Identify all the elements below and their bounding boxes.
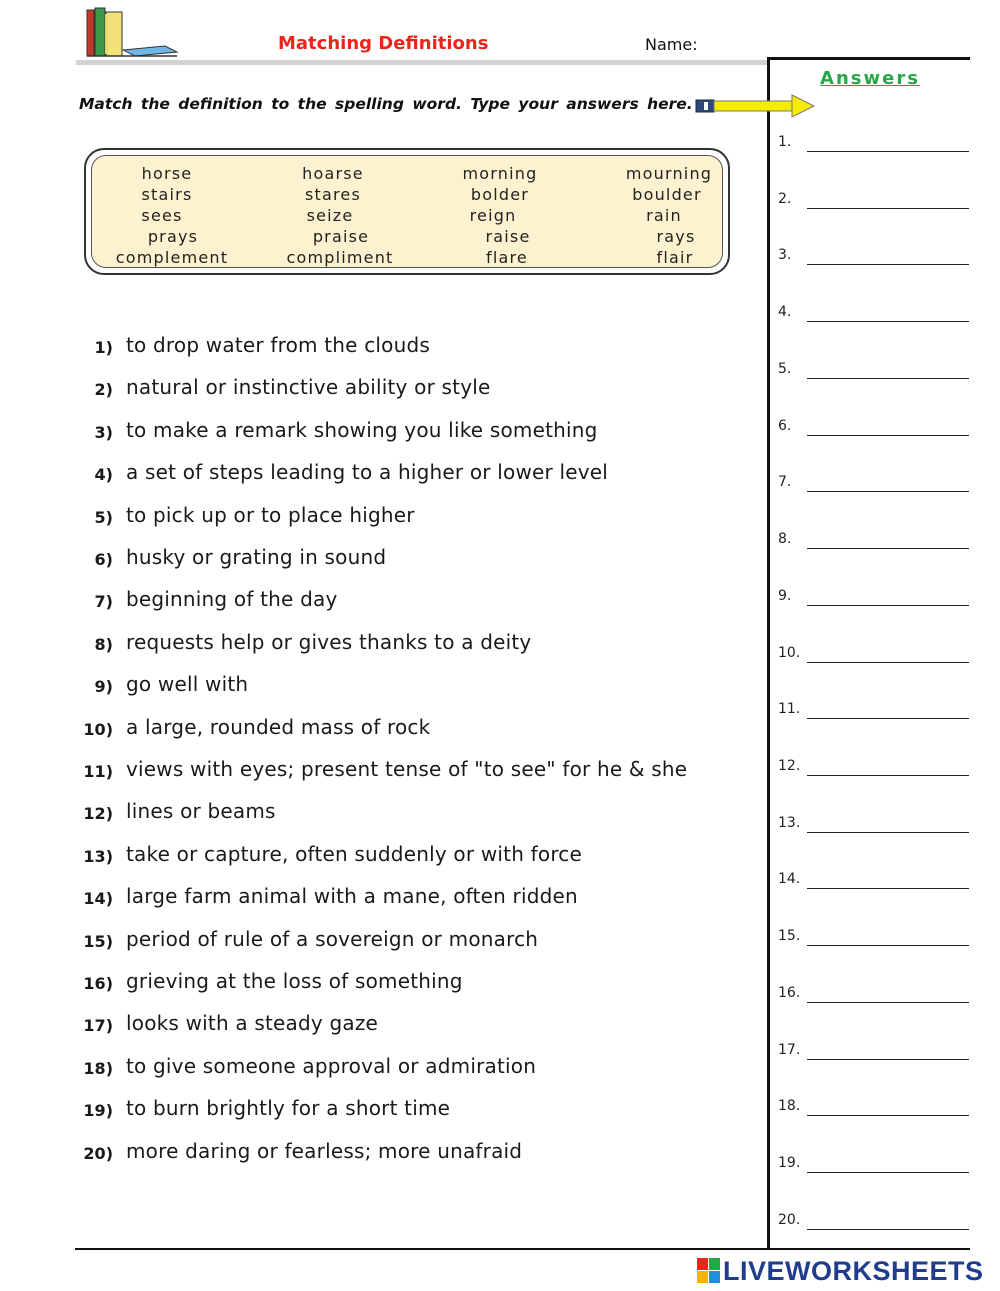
answer-input-17[interactable] xyxy=(807,1038,969,1060)
answer-row-12 xyxy=(778,754,970,778)
liveworksheets-logo-icon xyxy=(697,1258,721,1284)
definition-number: 12) xyxy=(83,804,113,824)
word-bank-word: rays xyxy=(656,227,696,246)
answer-input-3[interactable] xyxy=(807,243,969,265)
definition-text: to drop water from the clouds xyxy=(126,333,431,357)
answer-number: 9. xyxy=(778,588,792,604)
word-bank-word: rain xyxy=(646,206,682,225)
definition-number: 20) xyxy=(83,1143,113,1163)
answer-number: 10. xyxy=(778,645,801,661)
answer-number: 2. xyxy=(778,191,792,207)
word-bank-word: prays xyxy=(147,227,199,246)
answer-input-11[interactable] xyxy=(807,697,969,719)
definition-number: 1) xyxy=(94,338,113,357)
definition-number: 10) xyxy=(83,719,113,739)
word-bank-word: reign xyxy=(469,206,517,225)
answer-input-18[interactable] xyxy=(807,1094,969,1116)
answer-row-18 xyxy=(778,1094,970,1118)
answer-input-10[interactable] xyxy=(807,641,969,663)
answer-number: 17. xyxy=(778,1042,801,1058)
answer-number: 18. xyxy=(778,1098,801,1114)
answer-number: 3. xyxy=(778,247,792,263)
answer-input-12[interactable] xyxy=(807,754,969,776)
definition-text: a set of steps leading to a higher or lower level xyxy=(126,460,609,485)
definition-text: beginning of the day xyxy=(126,587,338,612)
answers-top-rule xyxy=(768,57,970,60)
answer-row-8 xyxy=(778,527,970,551)
answer-input-5[interactable] xyxy=(807,357,969,379)
answer-number: 16. xyxy=(778,985,801,1001)
answer-input-6[interactable] xyxy=(807,414,969,436)
definition-number: 9) xyxy=(94,677,113,697)
definition-number: 18) xyxy=(83,1058,113,1078)
instructions: Match the definition to the spelling word. Type your answers here. xyxy=(79,95,693,113)
definition-number: 6) xyxy=(94,550,113,569)
definition-text: a large, rounded mass of rock xyxy=(126,714,431,739)
definition-number: 7) xyxy=(94,592,113,612)
answers-heading: Answers xyxy=(820,68,920,89)
definition-number: 19) xyxy=(83,1101,113,1121)
definition-text: requests help or gives thanks to a deity xyxy=(126,629,532,654)
word-bank-word: sees xyxy=(141,206,183,225)
definition-text: large farm animal with a mane, often ridden xyxy=(126,884,578,909)
definition-number: 16) xyxy=(83,974,113,993)
definition-text: husky or grating in sound xyxy=(126,545,387,569)
answer-row-2 xyxy=(778,187,970,211)
answer-row-16 xyxy=(778,981,970,1005)
definition-number: 13) xyxy=(83,846,113,866)
definition-text: take or capture, often suddenly or with force xyxy=(126,841,583,866)
answer-row-9 xyxy=(778,584,970,608)
answer-row-13 xyxy=(778,811,970,835)
word-bank-word: complement xyxy=(115,248,229,267)
answer-number: 15. xyxy=(778,928,801,944)
word-bank-word: seize xyxy=(306,206,354,225)
definition-text: views with eyes; present tense of "to see" for he & she xyxy=(126,757,688,781)
word-bank-word: praise xyxy=(312,227,370,246)
answer-input-4[interactable] xyxy=(807,300,969,322)
answer-input-14[interactable] xyxy=(807,867,969,889)
answer-row-1 xyxy=(778,130,970,154)
answer-input-15[interactable] xyxy=(807,924,969,946)
definition-number: 17) xyxy=(83,1016,113,1036)
definition-text: to make a remark showing you like something xyxy=(126,417,598,442)
definition-text: grieving at the loss of something xyxy=(126,969,463,993)
answer-input-9[interactable] xyxy=(807,584,969,606)
answer-row-17 xyxy=(778,1038,970,1062)
arrow-right-icon xyxy=(694,92,818,120)
definition-number: 4) xyxy=(94,465,113,485)
word-bank-word: horse xyxy=(141,164,193,183)
answer-number: 7. xyxy=(778,474,792,490)
footer-rule xyxy=(75,1248,970,1250)
word-bank-word: flair xyxy=(656,248,694,267)
word-bank-word: flare xyxy=(486,248,528,267)
answer-number: 4. xyxy=(778,304,792,320)
answer-row-20 xyxy=(778,1208,970,1232)
definition-text: looks with a steady gaze xyxy=(126,1011,379,1036)
definition-text: more daring or fearless; more unafraid xyxy=(126,1138,523,1163)
word-bank-word: morning xyxy=(462,164,538,183)
word-bank-panel xyxy=(91,155,723,268)
answer-number: 14. xyxy=(778,871,801,887)
definition-text: go well with xyxy=(126,672,249,697)
definition-number: 5) xyxy=(94,507,113,527)
answer-row-3 xyxy=(778,243,970,267)
word-bank-word: raise xyxy=(485,227,531,246)
definition-text: to burn brightly for a short time xyxy=(126,1096,451,1121)
word-bank-word: stares xyxy=(304,185,362,204)
definition-number: 3) xyxy=(94,422,113,442)
answer-row-11 xyxy=(778,697,970,721)
brand-name: LIVEWORKSHEETS xyxy=(723,1255,984,1286)
answer-number: 8. xyxy=(778,531,792,547)
answer-number: 20. xyxy=(778,1212,801,1228)
definition-number: 14) xyxy=(83,889,113,909)
word-bank xyxy=(84,148,730,275)
answer-input-13[interactable] xyxy=(807,811,969,833)
word-bank-word: bolder xyxy=(470,185,530,204)
definition-number: 2) xyxy=(94,380,113,400)
answer-input-2[interactable] xyxy=(807,187,969,209)
answer-number: 13. xyxy=(778,815,801,831)
definition-text: natural or instinctive ability or style xyxy=(126,375,491,400)
answer-number: 6. xyxy=(778,418,792,434)
answer-number: 12. xyxy=(778,758,801,774)
liveworksheets-brand xyxy=(697,1256,984,1286)
answer-input-19[interactable] xyxy=(807,1151,969,1173)
word-bank-word: mourning xyxy=(625,164,713,183)
answer-row-19 xyxy=(778,1151,970,1175)
answer-row-6 xyxy=(778,414,970,438)
word-bank-word: stairs xyxy=(141,185,193,204)
definition-number: 15) xyxy=(83,931,113,951)
answer-number: 1. xyxy=(778,134,792,150)
definition-text: to pick up or to place higher xyxy=(126,502,415,527)
name-label: Name: xyxy=(645,35,698,54)
answer-row-5 xyxy=(778,357,970,381)
word-bank-word: compliment xyxy=(286,248,394,267)
answer-number: 11. xyxy=(778,701,801,717)
definition-text: lines or beams xyxy=(126,799,276,824)
answer-input-8[interactable] xyxy=(807,527,969,549)
answer-input-1[interactable] xyxy=(807,130,969,152)
definition-number: 8) xyxy=(94,634,113,654)
definition-text: period of rule of a sovereign or monarch xyxy=(126,926,539,951)
answer-row-15 xyxy=(778,924,970,948)
answers-divider xyxy=(767,57,770,1250)
definition-text: to give someone approval or admiration xyxy=(126,1053,537,1078)
answer-row-4 xyxy=(778,300,970,324)
answer-input-7[interactable] xyxy=(807,470,969,492)
word-bank-word: hoarse xyxy=(302,164,364,183)
answer-number: 19. xyxy=(778,1155,801,1171)
books-icon xyxy=(85,6,180,58)
word-bank-word: boulder xyxy=(632,185,702,204)
answer-number: 5. xyxy=(778,361,792,377)
answer-input-20[interactable] xyxy=(807,1208,969,1230)
answer-row-7 xyxy=(778,470,970,494)
answer-row-10 xyxy=(778,641,970,665)
answer-input-16[interactable] xyxy=(807,981,969,1003)
header-rule xyxy=(76,60,768,65)
definition-number: 11) xyxy=(83,762,113,781)
page-title: Matching Definitions xyxy=(278,33,489,54)
answer-row-14 xyxy=(778,867,970,891)
